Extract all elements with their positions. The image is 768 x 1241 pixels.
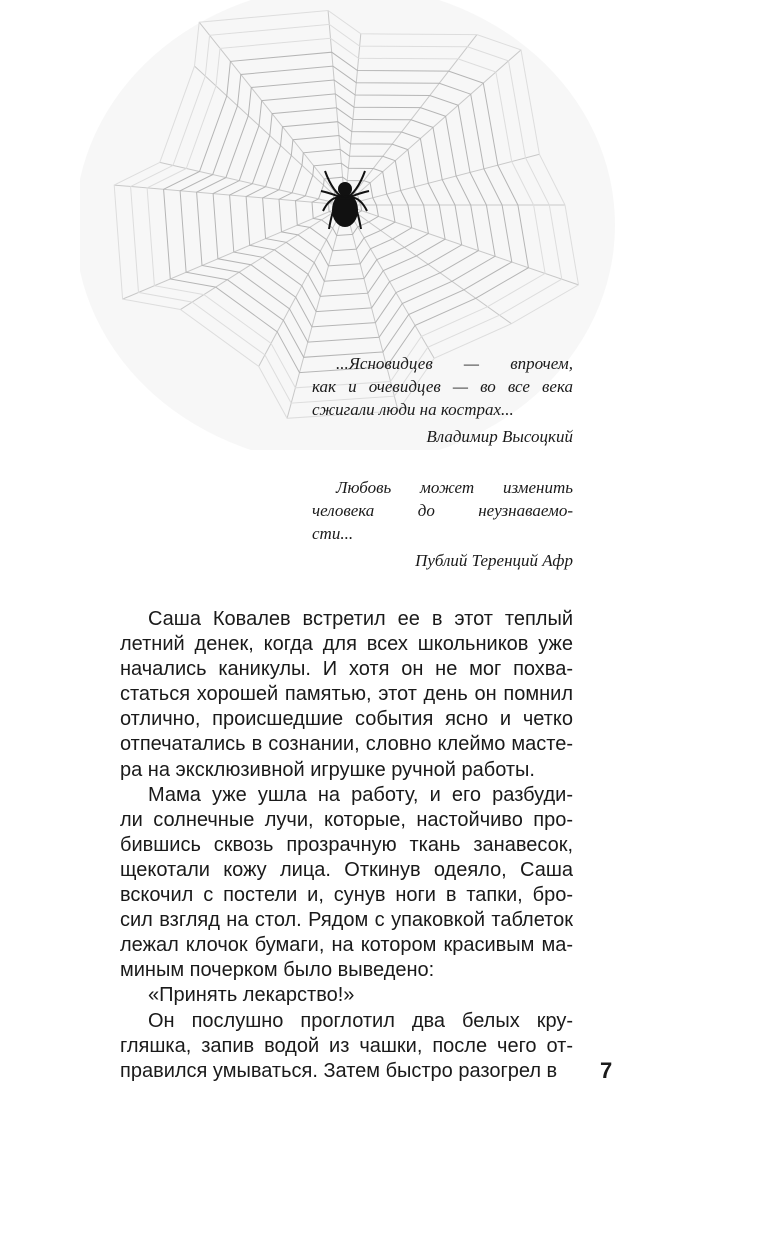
- epigraph-author: Публий Теренций Афр: [415, 551, 573, 570]
- body-line: «Принять лекарство!»: [148, 984, 355, 1007]
- body-line: Саша Ковалев встретил ее в этот теплый: [148, 608, 573, 630]
- body-text: [120, 607, 573, 1084]
- body-line: ра на эксклюзивной игрушке ручной работы.: [120, 758, 535, 781]
- epigraph-line: сжигали люди на кострах...: [312, 400, 514, 419]
- epigraph-line: человека до неузнаваемо-: [312, 501, 573, 520]
- body-line: гляшка, запив водой из чашки, после чего от-: [120, 1034, 573, 1057]
- body-line: правился умываться. Затем быстро разогрел в: [120, 1059, 558, 1082]
- body-line: сил взгляд на стол. Рядом с упаковкой таблеток: [120, 909, 573, 932]
- epigraph-line: сти...: [312, 524, 354, 543]
- body-line: Он послушно проглотил два белых кру-: [148, 1009, 573, 1032]
- epigraph-terence: [312, 476, 573, 572]
- body-line: отлично, происшедшие события ясно и четко: [120, 708, 573, 731]
- body-line: миным почерком было выведено:: [120, 959, 435, 982]
- epigraph-author: Владимир Высоцкий: [426, 427, 573, 446]
- body-line: Мама уже ушла на работу, и его разбуди-: [148, 783, 573, 806]
- page-number: 7: [600, 1058, 613, 1083]
- epigraph-vysotsky: [312, 352, 573, 448]
- epigraph-line: как и очевидцев — во все века: [312, 377, 573, 396]
- body-line: ли солнечные лучи, которые, настойчиво про-: [120, 808, 573, 831]
- body-line: вскочил с постели и, сунув ноги в тапки, бро-: [120, 884, 573, 907]
- body-line: лежал клочок бумаги, на котором красивым ма-: [120, 934, 573, 957]
- epigraph-line: Любовь может изменить: [336, 478, 573, 497]
- body-line: летний денек, когда для всех школьников уже: [120, 633, 573, 656]
- body-line: статься хорошей памятью, этот день он помнил: [120, 683, 573, 706]
- body-line: отпечатались в сознании, словно клеймо масте-: [120, 733, 573, 756]
- body-line: бившись сквозь прозрачную ткань занавесок,: [120, 833, 573, 856]
- body-line: щекотали кожу лица. Откинув одеяло, Саша: [120, 858, 573, 881]
- epigraph-line: ...Ясновидцев — впрочем,: [336, 354, 573, 373]
- body-line: начались каникулы. И хотя он не мог похва-: [120, 658, 573, 681]
